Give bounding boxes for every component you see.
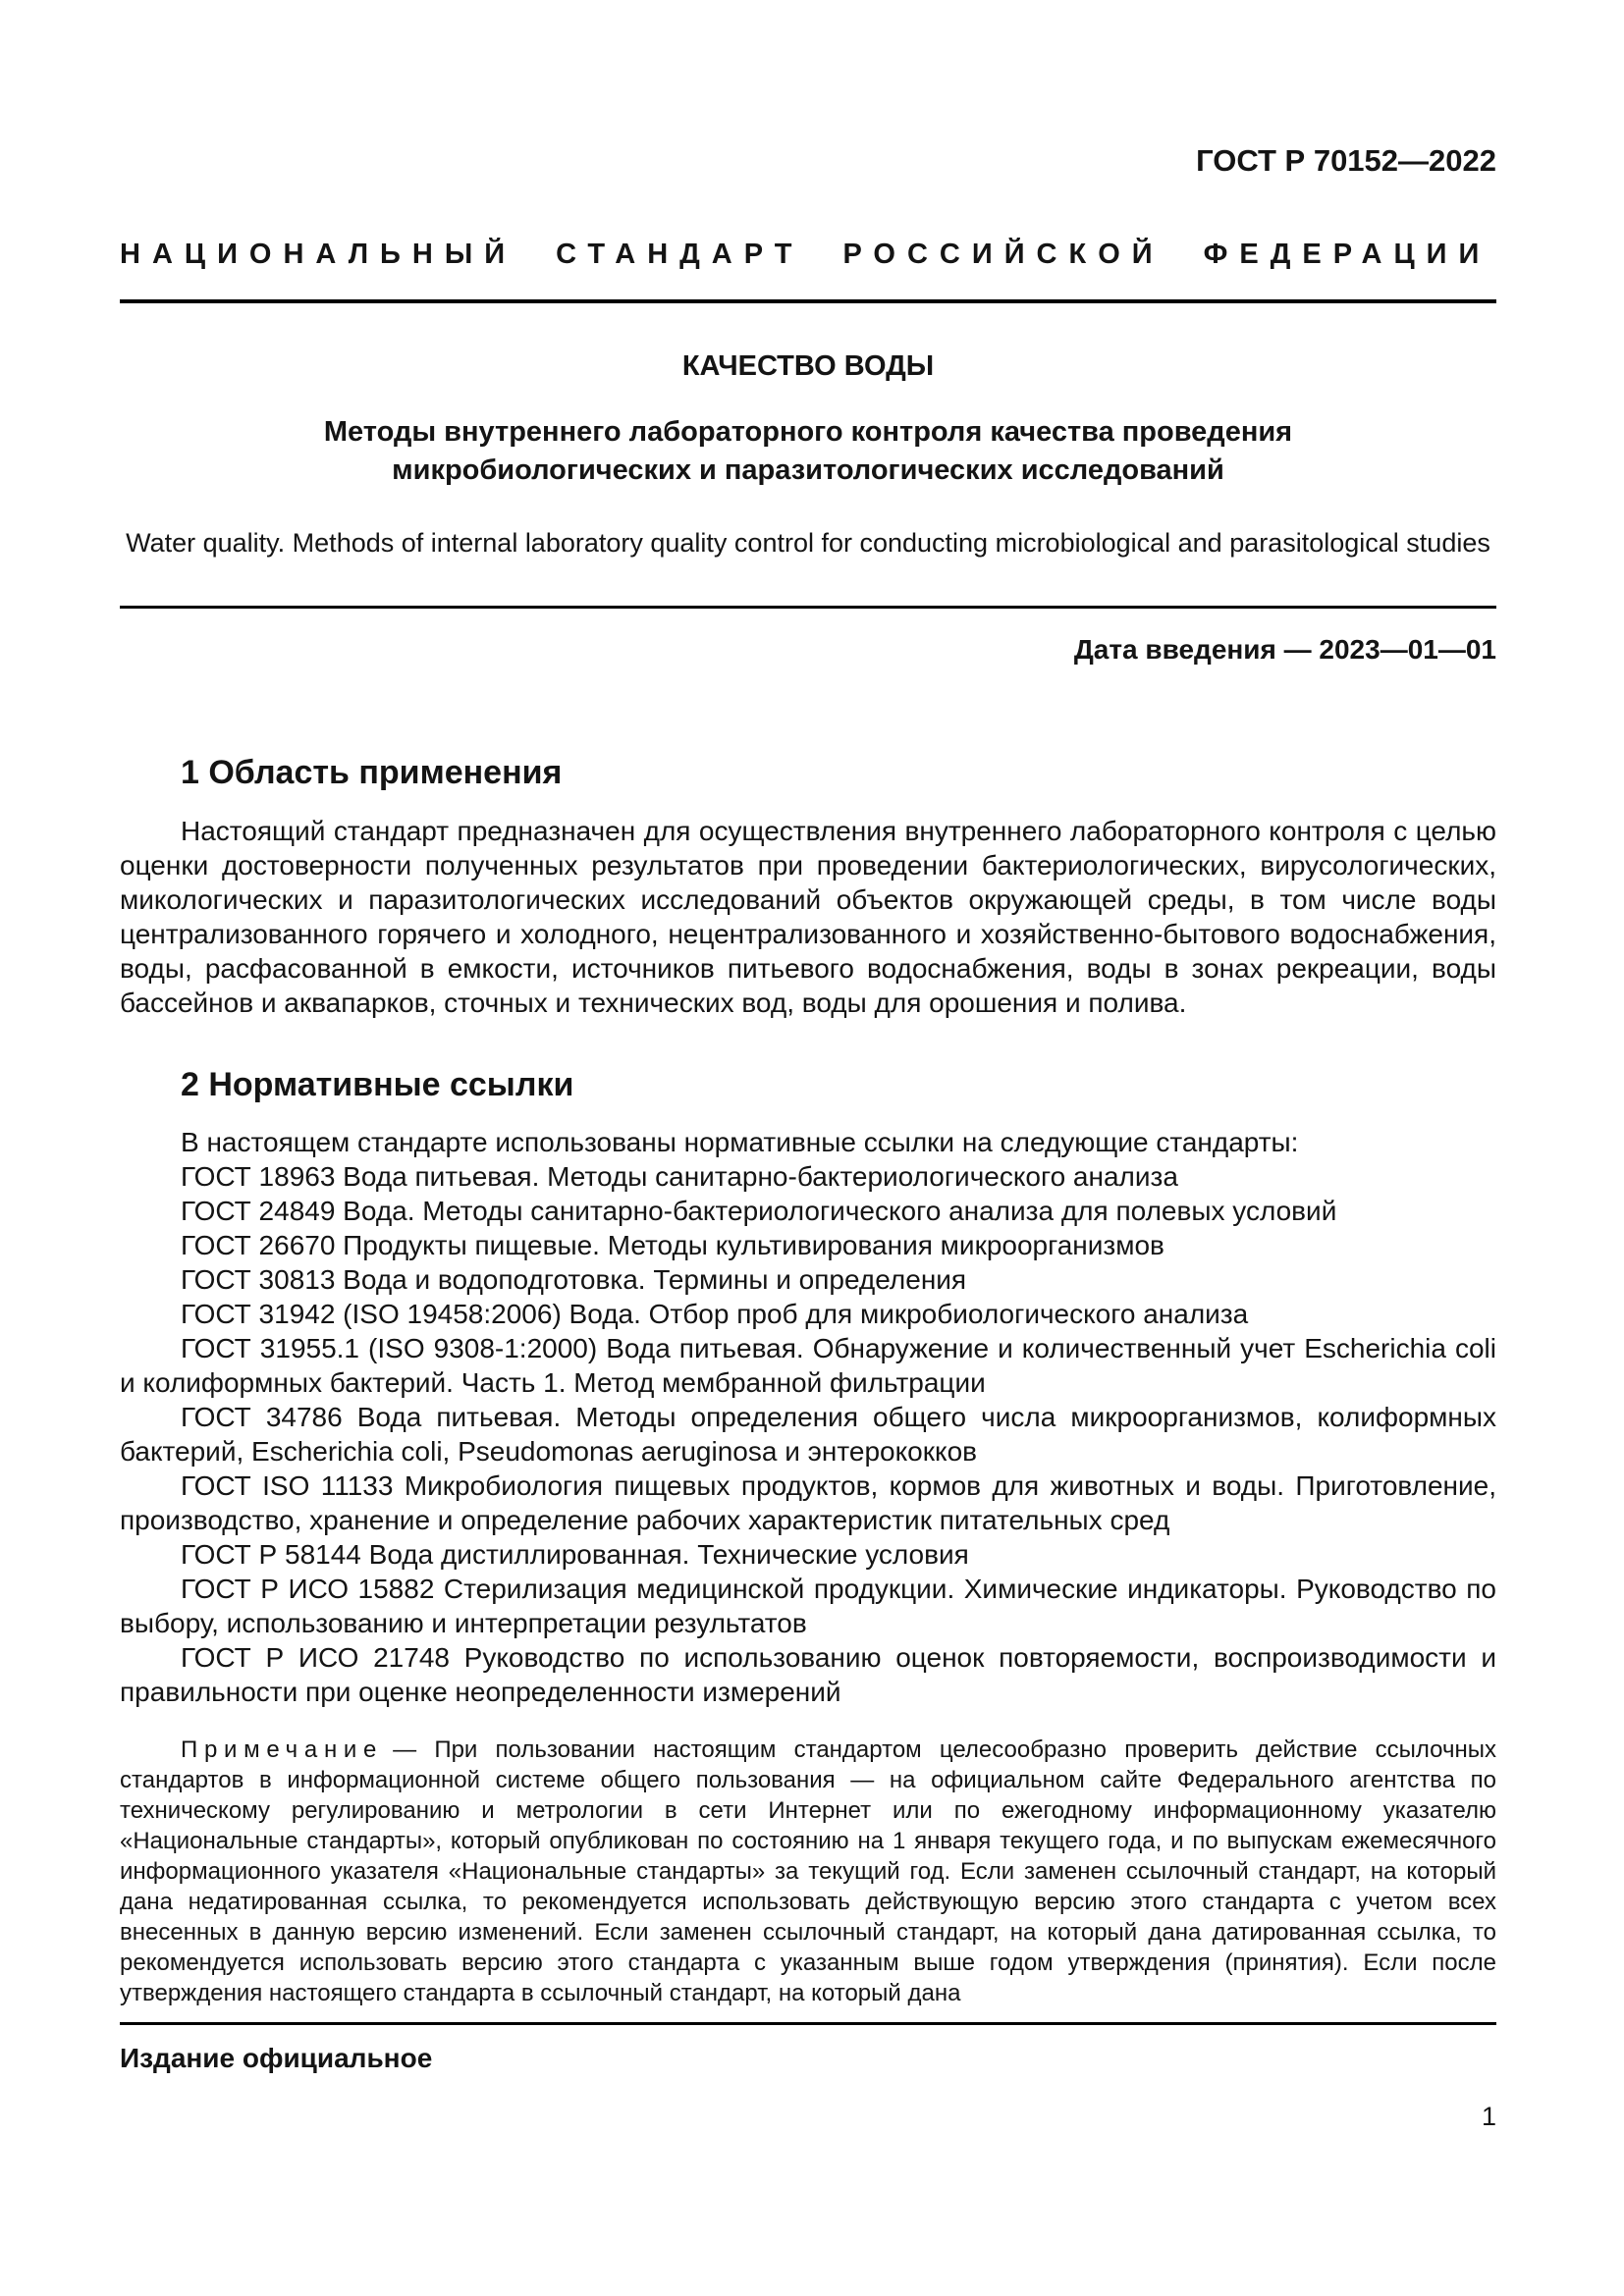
- reference-item: ГОСТ 24849 Вода. Методы санитарно-бактериологического анализа для полевых условий: [181, 1196, 1337, 1227]
- header-divider: [120, 299, 1496, 303]
- doc-subtitle: [120, 413, 1496, 490]
- section-1-heading: 1 Область применения: [181, 753, 563, 791]
- reference-item: ГОСТ Р 58144 Вода дистиллированная. Технические условия: [181, 1539, 969, 1571]
- edition-label: Издание официальное: [120, 2043, 433, 2073]
- reference-item: ГОСТ 34786 Вода питьевая. Методы определения общего числа микроорганизмов, колиформных бактерий, Escherichia coli, Pseudomonas aeruginosa и энтерококков: [120, 1402, 1496, 1468]
- footer-divider: [120, 2022, 1496, 2025]
- abstract-divider: [120, 606, 1496, 609]
- reference-item: ГОСТ 26670 Продукты пищевые. Методы культивирования микроорганизмов: [181, 1230, 1164, 1261]
- reference-item: ГОСТ Р ИСО 21748 Руководство по использованию оценок повторяемости, воспроизводимости и правильности при оценке неопределенности измерений: [120, 1642, 1496, 1708]
- doc-title: КАЧЕСТВО ВОДЫ: [681, 349, 935, 382]
- references-list: [120, 1125, 1496, 1709]
- effective-date: Дата введения — 2023—01—01: [1073, 633, 1496, 665]
- reference-item: ГОСТ Р ИСО 15882 Стерилизация медицинской продукции. Химические индикаторы. Руководство по выбору, использованию и интерпретации результатов: [120, 1574, 1496, 1639]
- doc-title-english: Water quality. Methods of internal laboratory quality control for conducting microbiological and parasitological studies: [126, 527, 1490, 558]
- reference-item: ГОСТ 31955.1 (ISO 9308-1:2000) Вода питьевая. Обнаружение и количественный учет Escherichia coli и колиформных бактерий. Часть 1. Метод мембранной фильтрации: [120, 1333, 1496, 1399]
- references-intro: В настоящем стандарте использованы нормативные ссылки на следующие стандарты:: [181, 1127, 1299, 1158]
- references-note: [120, 1735, 1496, 2008]
- note-body: — При пользовании настоящим стандартом целесообразно проверить действие ссылочных стандартов в информационной системе общего пользования — на официальном сайте Федерального агентства по техническому регулированию и метрологии в сети Интернет или по ежегодному информационному указателю «Национальные стандарты», который опубликован по состоянию на 1 января текущего года, и по выпускам ежемесячного информационного указателя «Национальные стандарты» за текущий год. Если заменен ссылочный стандарт, на который дана недатированная ссылка, то рекомендуется использовать действующую версию этого стандарта с учетом всех внесенных в данную версию изменений. Если заменен ссылочный стандарт, на который дана датированная ссылка, то рекомендуется использовать версию этого стандарта с указанным выше годом утверждения (принятия). Если после утверждения настоящего стандарта в ссылочный стандарт, на который дана: [120, 1736, 1496, 2007]
- doc-subtitle-line2: микробиологических и паразитологических исследований: [392, 454, 1224, 487]
- reference-item: ГОСТ 31942 (ISO 19458:2006) Вода. Отбор проб для микробиологического анализа: [181, 1299, 1249, 1330]
- section-2-heading: 2 Нормативные ссылки: [181, 1066, 574, 1104]
- reference-item: ГОСТ 18963 Вода питьевая. Методы санитарно-бактериологического анализа: [181, 1161, 1178, 1193]
- reference-item: ГОСТ 30813 Вода и водоподготовка. Термины и определения: [181, 1264, 967, 1296]
- national-standard-banner: НАЦИОНАЛЬНЫЙ СТАНДАРТ РОССИЙСКОЙ ФЕДЕРАЦИИ: [120, 239, 1491, 271]
- note-label: Примечание: [181, 1736, 384, 1764]
- page-content: [120, 142, 1496, 2012]
- page-number: 1: [1481, 2102, 1496, 2131]
- doc-subtitle-line1: Методы внутреннего лабораторного контроля качества проведения: [323, 416, 1293, 449]
- doc-number: ГОСТ Р 70152—2022: [1196, 143, 1496, 178]
- page-footer: [120, 2022, 1496, 2132]
- scope-paragraph: Настоящий стандарт предназначен для осуществления внутреннего лабораторного контроля с целью оценки достоверности полученных результатов при проведении бактериологических, вирусологических, микологических и паразитологических исследований объектов окружающей среды, в том числе воды централизованного горячего и холодного, нецентрализованного и хозяйственно-бытового водоснабжения, воды, расфасованной в емкости, источников питьевого водоснабжения, воды в зонах рекреации, воды бассейнов и аквапарков, сточных и технических вод, воды для орошения и полива.: [120, 816, 1496, 1019]
- reference-item: ГОСТ ISO 11133 Микробиология пищевых продуктов, кормов для животных и воды. Приготовление, производство, хранение и определение рабочих характеристик питательных сред: [120, 1470, 1496, 1536]
